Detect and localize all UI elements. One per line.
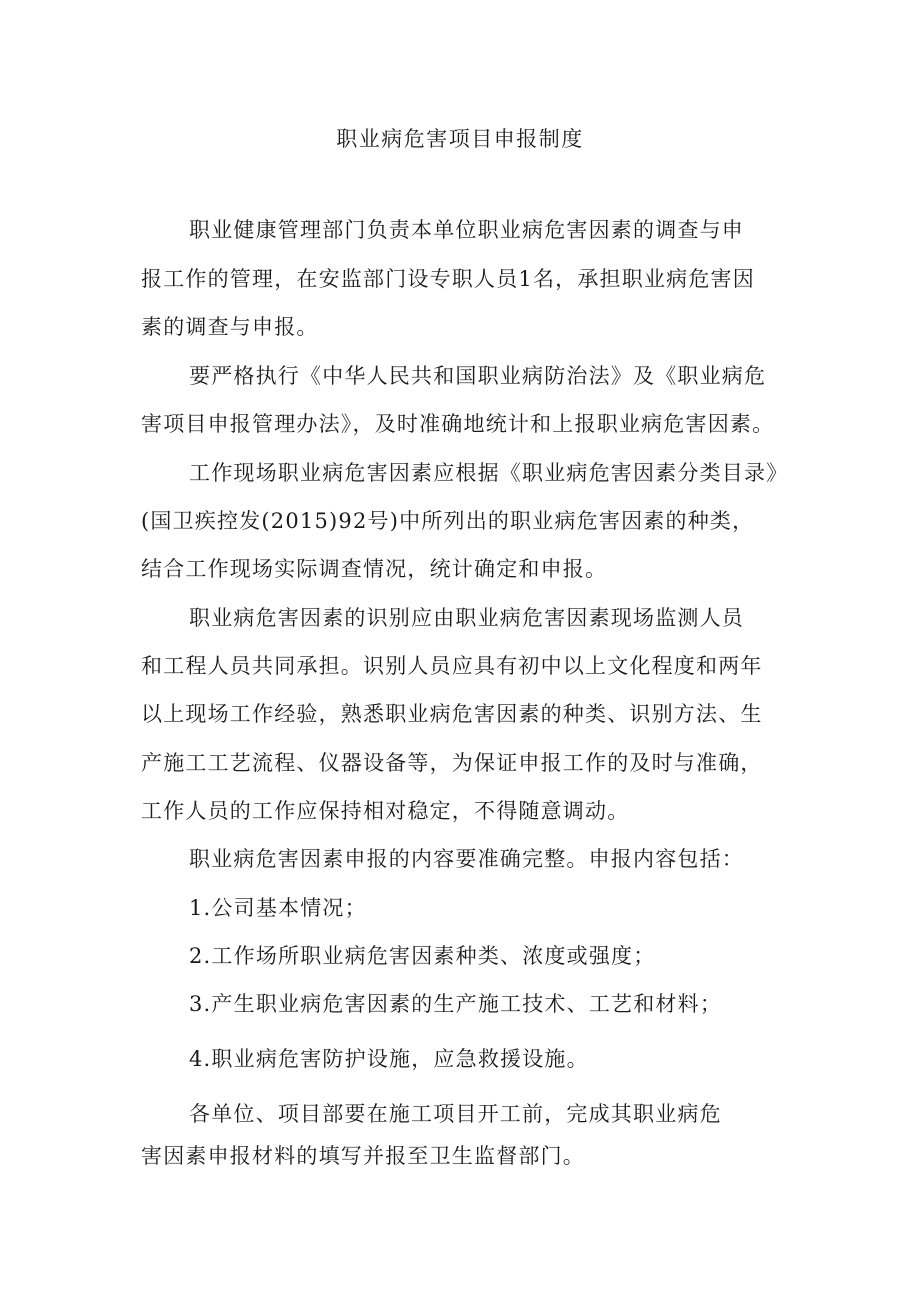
paragraph-line: 工作现场职业病危害因素应根据《职业病危害因素分类目录》 <box>189 461 789 485</box>
paragraph-line: 要严格执行《中华人民共和国职业病防治法》及《职业病危 <box>189 364 767 388</box>
list-item: 2.工作场所职业病危害因素种类、浓度或强度； <box>189 944 656 968</box>
list-item: 1.公司基本情况； <box>189 896 367 920</box>
paragraph-line: 职业病危害因素申报的内容要准确完整。申报内容包括： <box>189 847 744 871</box>
paragraph-line: 素的调查与申报。 <box>141 315 319 339</box>
document-title: 职业病危害项目申报制度 <box>336 127 584 151</box>
paragraph-line: 工作人员的工作应保持相对稳定，不得随意调动。 <box>141 799 630 823</box>
list-item: 4.职业病危害防护设施，应急救援设施。 <box>189 1047 589 1071</box>
paragraph-line: 结合工作现场实际调查情况，统计确定和申报。 <box>141 557 608 581</box>
paragraph-line: 各单位、项目部要在施工项目开工前，完成其职业病危 <box>189 1102 722 1126</box>
paragraph-line: 职业健康管理部门负责本单位职业病危害因素的调查与申 <box>189 218 744 242</box>
paragraph-line: 和工程人员共同承担。识别人员应具有初中以上文化程度和两年 <box>141 654 763 678</box>
paragraph-line: 害因素申报材料的填写并报至卫生监督部门。 <box>141 1144 585 1168</box>
paragraph-line: 以上现场工作经验，熟悉职业病危害因素的种类、识别方法、生 <box>141 702 763 726</box>
paragraph-line: (国卫疾控发(2015)92号)中所列出的职业病危害因素的种类， <box>141 509 755 533</box>
paragraph-line: 报工作的管理，在安监部门设专职人员1名，承担职业病危害因 <box>141 267 755 291</box>
paragraph-line: 职业病危害因素的识别应由职业病危害因素现场监测人员 <box>189 606 744 630</box>
list-item: 3.产生职业病危害因素的生产施工技术、工艺和材料； <box>189 992 723 1016</box>
paragraph-line: 产施工工艺流程、仪器设备等，为保证申报工作的及时与准确， <box>141 751 763 775</box>
paragraph-line: 害项目申报管理办法》，及时准确地统计和上报职业病危害因素。 <box>141 412 775 436</box>
